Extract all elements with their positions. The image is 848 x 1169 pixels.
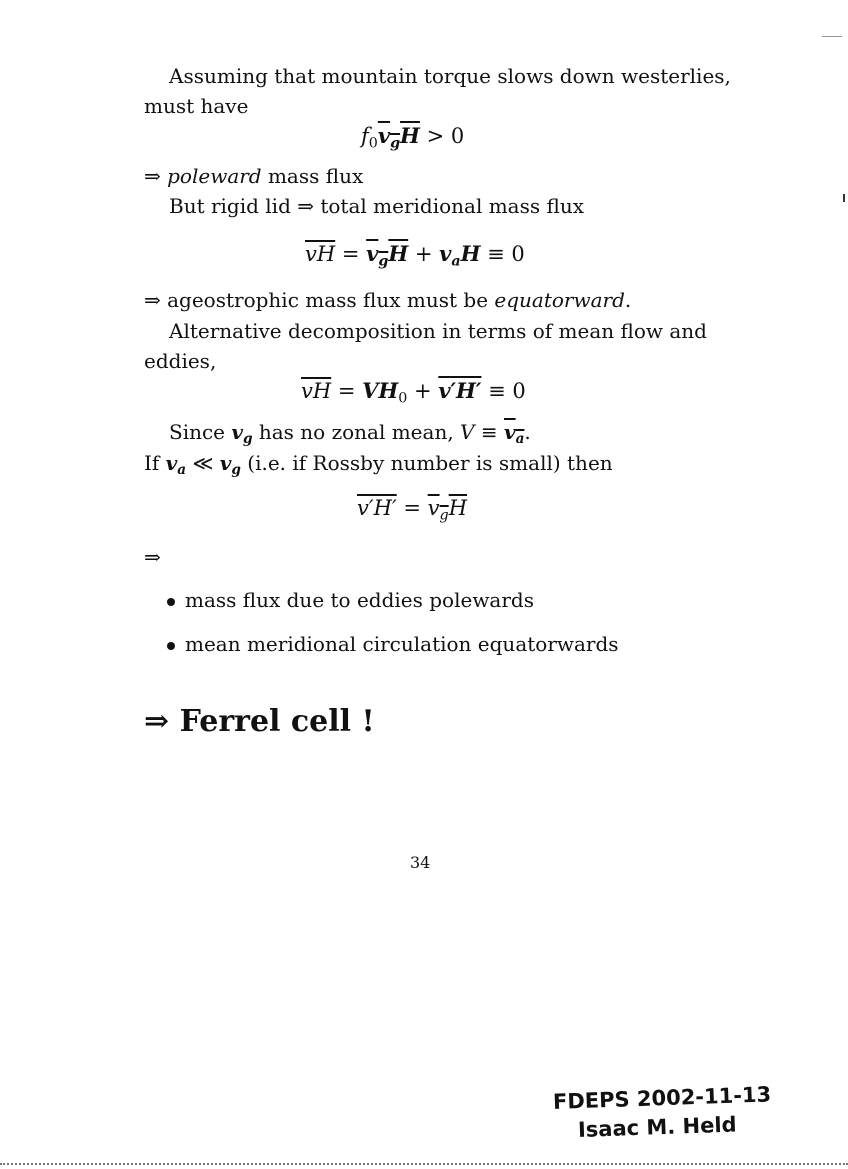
ageo-post: . [624,288,632,312]
if-post: (i.e. if Rossby number is small) then [240,451,613,475]
eq1-v-subscript: g [390,135,401,152]
equation-mass-flux-condition [361,123,464,151]
bullet-icon [167,642,175,650]
eq2-t1-H: H [388,241,409,266]
eq3-VH: VH [362,378,399,403]
since-post: . [524,420,531,444]
bullet-item [167,588,534,612]
alternative-line-1: Alternative decomposition in terms of mean flow and [169,319,707,343]
if-line [144,451,613,482]
stamp-line-1: FDEPS 2002-11-13 [552,1082,772,1114]
if-v1: v [165,451,178,475]
implies-arrow: ⇒ [144,545,161,569]
since-va: v [503,420,516,444]
poleward-line [144,164,363,188]
if-v2-sub: g [231,462,241,479]
since-va-sub: a [515,431,525,448]
bullet-item [167,632,619,656]
eq3-equals: = [331,379,363,403]
eq2-t2-v: v [439,241,452,266]
intro-line-1: Assuming that mountain torque slows down westerlies, [169,64,731,88]
if-much-less: ≪ [186,451,220,475]
eq1-f-subscript: 0 [368,135,378,152]
eq3-plus: + [407,379,439,403]
ageo-word: equatorward [494,288,625,312]
since-mid: has no zonal mean, [252,420,461,444]
bullet-text: mass flux due to eddies polewards [185,588,534,612]
intro-line-2: must have [144,94,249,118]
page-number: 34 [410,853,431,872]
eq3-lhs: $\overline{vH}$ [301,379,332,403]
bullet-icon [167,598,175,606]
scan-edge-line [0,1163,848,1165]
eq4-v-sub: g [439,507,449,524]
eq3-VH-sub: 0 [398,390,408,407]
eq2-t2-sub: a [451,253,461,270]
eq2-lhs: $\overline{vH}$ [305,242,336,266]
equation-eddy-flux [357,496,467,523]
conclusion-heading: ⇒ Ferrel cell ! [144,704,375,739]
eq1-H: H [400,123,420,148]
poleward-arrow: ⇒ [144,164,168,188]
eq2-t1-sub: g [378,253,389,270]
eq1-rest: > 0 [419,124,465,148]
poleward-rest: mass flux [261,164,364,188]
scan-speck [822,36,842,37]
if-v1-sub: a [177,462,187,479]
eq2-t2-H: H [460,241,481,266]
eq4-H: H [448,496,468,520]
ageo-pre: ⇒ ageostrophic mass flux must be [144,288,495,312]
ageostrophic-line [144,288,631,312]
eq4-lhs: v′H′ [357,496,397,520]
since-V: V [460,420,475,444]
since-v-sub: g [243,431,253,448]
equation-total-mass-flux [305,241,525,269]
bullet-text: mean meridional circulation equatorwards [185,632,619,656]
since-equiv: ≡ [474,420,504,444]
eq2-equals: = [335,242,367,266]
eq2-rest: ≡ 0 [480,242,525,266]
eq1-v: v [377,123,391,148]
eq4-v: v [427,496,440,520]
since-pre: Since [169,420,232,444]
alternative-line-2: eddies, [144,349,217,373]
since-v: v [231,420,243,444]
equation-mean-eddy-decomposition [301,378,526,406]
eq3-rest: ≡ 0 [481,379,526,403]
eq2-t1-v: v [366,241,379,266]
eq2-plus: + [408,242,440,266]
since-line [169,420,531,451]
if-pre: If [144,451,166,475]
stamp-line-2: Isaac M. Held [577,1112,737,1142]
if-v2: v [219,451,232,475]
eq1-f: f [361,124,369,148]
scan-speck [843,194,845,202]
eq3-eddy-term: v′H′ [438,378,482,403]
poleward-word: poleward [167,164,262,188]
rigid-lid-line: But rigid lid ⇒ total meridional mass flux [169,194,584,218]
eq4-equals: = [396,496,428,520]
